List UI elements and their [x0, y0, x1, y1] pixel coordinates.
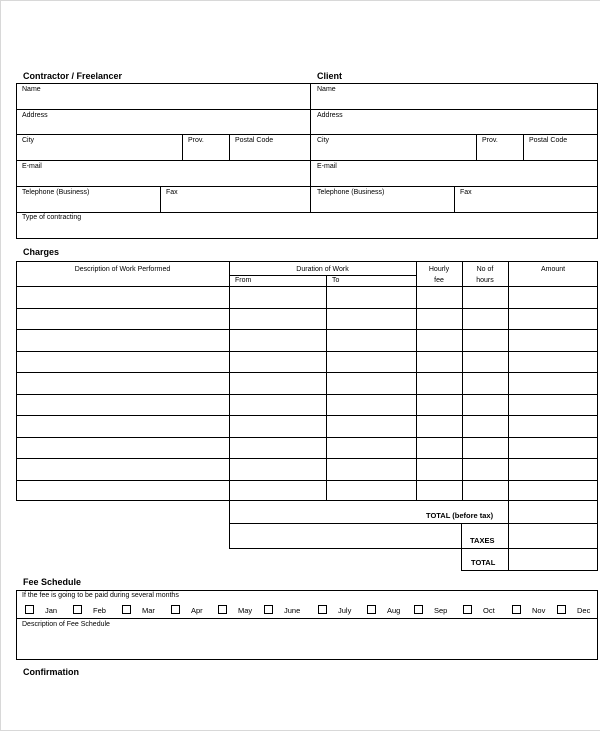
month-checkbox-feb[interactable] [73, 605, 82, 614]
contractor-title: Contractor / Freelancer [23, 71, 123, 81]
total-label: TOTAL [471, 558, 496, 567]
month-checkbox-jan[interactable] [25, 605, 34, 614]
month-label: Oct [483, 606, 495, 615]
fee-schedule-title: Fee Schedule [23, 577, 82, 587]
fee-schedule-instruction: If the fee is going to be paid during several months [22, 592, 179, 599]
month-checkbox-june[interactable] [264, 605, 273, 614]
col-description: Description of Work Performed [74, 266, 171, 273]
month-checkbox-nov[interactable] [512, 605, 521, 614]
month-label: Jan [45, 606, 58, 615]
contracting-type-field[interactable]: Type of contracting [22, 214, 82, 221]
table-row[interactable] [17, 330, 597, 351]
col-amount: Amount [540, 266, 566, 273]
month-label: Feb [93, 606, 106, 615]
month-label: Mar [142, 606, 155, 615]
table-row[interactable] [17, 481, 597, 502]
client-title: Client [317, 71, 343, 81]
client-fax-field[interactable]: Fax [460, 189, 472, 196]
total-field[interactable] [510, 550, 596, 569]
charges-title: Charges [23, 247, 60, 257]
total-before-tax-label: TOTAL (before tax) [426, 511, 494, 520]
info-grid [16, 83, 598, 239]
client-postal-field[interactable]: Postal Code [529, 137, 568, 144]
confirmation-title: Confirmation [23, 667, 79, 677]
month-checkbox-sep[interactable] [414, 605, 423, 614]
month-label: Dec [577, 606, 591, 615]
col-hours-label: hours [476, 277, 494, 284]
month-checkbox-oct[interactable] [463, 605, 472, 614]
contractor-prov-field[interactable]: Prov. [188, 137, 204, 144]
table-row[interactable] [17, 309, 597, 330]
contractor-postal-field[interactable]: Postal Code [235, 137, 274, 144]
contractor-name-field[interactable]: Name [22, 86, 41, 93]
month-label: May [238, 606, 253, 615]
col-hours: No of [476, 266, 494, 273]
client-address-field[interactable]: Address [317, 112, 343, 119]
total-before-tax-field[interactable] [510, 503, 596, 522]
month-checkbox-dec[interactable] [557, 605, 566, 614]
month-label: June [284, 606, 301, 615]
month-label: Nov [532, 606, 546, 615]
table-row[interactable] [17, 459, 597, 480]
client-name-field[interactable]: Name [317, 86, 336, 93]
contractor-address-field[interactable]: Address [22, 112, 48, 119]
table-row[interactable] [17, 395, 597, 416]
contractor-email-field[interactable]: E-mail [22, 163, 42, 170]
client-prov-field[interactable]: Prov. [482, 137, 498, 144]
table-row[interactable] [17, 416, 597, 437]
month-label: July [338, 606, 352, 615]
table-row[interactable] [17, 287, 597, 308]
col-hourly: Hourly [428, 266, 450, 273]
fee-schedule-description-field[interactable]: Description of Fee Schedule [22, 621, 110, 628]
col-to: To [332, 277, 340, 284]
table-row[interactable] [17, 438, 597, 459]
taxes-label: TAXES [470, 536, 495, 545]
taxes-field[interactable] [510, 525, 596, 547]
month-checkbox-aug[interactable] [367, 605, 376, 614]
col-duration: Duration of Work [296, 266, 349, 273]
contractor-fax-field[interactable]: Fax [166, 189, 178, 196]
month-label: Aug [387, 606, 401, 615]
client-city-field[interactable]: City [317, 137, 330, 144]
contractor-city-field[interactable]: City [22, 137, 35, 144]
month-checkbox-july[interactable] [318, 605, 327, 614]
col-from: From [235, 277, 252, 284]
month-checkbox-mar[interactable] [122, 605, 131, 614]
table-row[interactable] [17, 373, 597, 394]
month-checkbox-may[interactable] [218, 605, 227, 614]
month-label: Apr [191, 606, 203, 615]
month-checkbox-apr[interactable] [171, 605, 180, 614]
contractor-telephone-field[interactable]: Telephone (Business) [22, 189, 90, 196]
table-row[interactable] [17, 352, 597, 373]
month-label: Sep [434, 606, 448, 615]
col-hourly-fee: fee [434, 277, 444, 284]
client-email-field[interactable]: E-mail [317, 163, 337, 170]
client-telephone-field[interactable]: Telephone (Business) [317, 189, 385, 196]
